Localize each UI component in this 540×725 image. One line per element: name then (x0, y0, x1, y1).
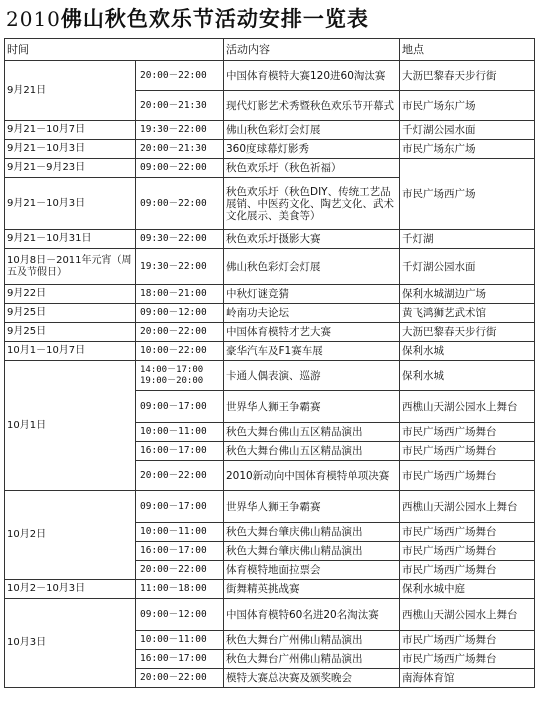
date-cell: 9月22日 (5, 285, 136, 304)
place-cell: 大沥巴黎春天步行街 (400, 323, 535, 342)
event-cell: 360度球幕灯影秀 (224, 140, 400, 159)
date-cell: 10月1日 (5, 361, 136, 491)
time-cell: 16:00－17:00 (136, 650, 224, 669)
place-cell: 西樵山天湖公园水上舞台 (400, 599, 535, 631)
date-cell: 10月3日 (5, 599, 136, 688)
table-row (5, 323, 535, 342)
date-cell: 9月25日 (5, 323, 136, 342)
table-row (5, 230, 535, 249)
event-cell: 卡通人偶表演、巡游 (224, 361, 400, 391)
event-cell: 秋色欢乐圩（秋色DIY、传统工艺品展销、中医药文化、陶艺文化、武术文化展示、美食等） (224, 178, 400, 230)
header-content: 活动内容 (224, 39, 400, 61)
time-cell: 11:00－18:00 (136, 580, 224, 599)
event-cell: 秋色大舞台广州佛山精品演出 (224, 631, 400, 650)
date-cell: 10月1－10月7日 (5, 342, 136, 361)
time-cell: 18:00－21:00 (136, 285, 224, 304)
place-cell: 千灯湖公园水面 (400, 249, 535, 285)
time-cell: 10:00－11:00 (136, 423, 224, 442)
table-row (5, 342, 535, 361)
place-cell: 市民广场西广场舞台 (400, 461, 535, 491)
time-cell: 10:00－11:00 (136, 523, 224, 542)
table-header-row (5, 39, 535, 61)
place-cell: 保利水城湖边广场 (400, 285, 535, 304)
time-cell: 09:00－17:00 (136, 391, 224, 423)
event-cell: 豪华汽车及F1赛车展 (224, 342, 400, 361)
event-cell: 体育模特地面拉票会 (224, 561, 400, 580)
event-cell: 模特大赛总决赛及颁奖晚会 (224, 669, 400, 688)
title-text: 佛山秋色欢乐节活动安排一览表 (60, 7, 369, 31)
header-location: 地点 (400, 39, 535, 61)
time-cell: 09:00－22:00 (136, 159, 224, 178)
table-row (5, 61, 535, 91)
time-cell: 09:00－22:00 (136, 178, 224, 230)
date-cell: 9月21－10月3日 (5, 178, 136, 230)
date-cell: 9月21日 (5, 61, 136, 121)
time-cell: 09:00－12:00 (136, 599, 224, 631)
place-cell: 市民广场东广场 (400, 140, 535, 159)
event-cell: 秋色大舞台佛山五区精品演出 (224, 442, 400, 461)
place-cell: 南海体育馆 (400, 669, 535, 688)
place-cell: 市民广场西广场舞台 (400, 442, 535, 461)
event-cell: 秋色大舞台佛山五区精品演出 (224, 423, 400, 442)
date-cell: 9月21－10月31日 (5, 230, 136, 249)
place-cell: 市民广场西广场舞台 (400, 650, 535, 669)
table-row (5, 491, 535, 523)
table-row (5, 580, 535, 599)
time-cell: 09:00－12:00 (136, 304, 224, 323)
time-cell: 20:00－22:00 (136, 561, 224, 580)
place-cell: 黄飞鸿狮艺武术馆 (400, 304, 535, 323)
event-cell: 现代灯影艺术秀暨秋色欢乐节开幕式 (224, 91, 400, 121)
time-cell: 19:30－22:00 (136, 249, 224, 285)
time-cell: 20:00－22:00 (136, 323, 224, 342)
event-cell: 岭南功夫论坛 (224, 304, 400, 323)
place-cell: 市民广场西广场 (400, 159, 535, 230)
event-cell: 世界华人狮王争霸赛 (224, 391, 400, 423)
event-cell: 世界华人狮王争霸赛 (224, 491, 400, 523)
time-cell: 14:00－17:00 19:00－20:00 (136, 361, 224, 391)
event-cell: 中秋灯谜竞猜 (224, 285, 400, 304)
time-cell: 16:00－17:00 (136, 442, 224, 461)
event-cell: 佛山秋色彩灯会灯展 (224, 249, 400, 285)
date-cell: 9月21－9月23日 (5, 159, 136, 178)
table-row (5, 599, 535, 631)
time-cell: 20:00－22:00 (136, 669, 224, 688)
event-cell: 街舞精英挑战赛 (224, 580, 400, 599)
date-cell: 9月21－10月3日 (5, 140, 136, 159)
table-row (5, 159, 535, 178)
time-cell: 20:00－22:00 (136, 61, 224, 91)
place-cell: 市民广场西广场舞台 (400, 631, 535, 650)
table-row (5, 304, 535, 323)
date-cell: 9月21－10月7日 (5, 121, 136, 140)
table-row (5, 140, 535, 159)
event-cell: 秋色欢乐圩（秋色祈福） (224, 159, 400, 178)
place-cell: 市民广场西广场舞台 (400, 561, 535, 580)
date-cell: 10月2－10月3日 (5, 580, 136, 599)
page-title (6, 2, 536, 36)
table-row (5, 361, 535, 391)
title-year: 2010 (6, 7, 61, 31)
time-cell: 09:00－17:00 (136, 491, 224, 523)
event-cell: 秋色大舞台肇庆佛山精品演出 (224, 523, 400, 542)
place-cell: 保利水城中庭 (400, 580, 535, 599)
place-cell: 千灯湖公园水面 (400, 121, 535, 140)
place-cell: 西樵山天湖公园水上舞台 (400, 491, 535, 523)
place-cell: 市民广场西广场舞台 (400, 423, 535, 442)
time-cell: 20:00－22:00 (136, 461, 224, 491)
schedule-table (4, 38, 535, 688)
place-cell: 市民广场西广场舞台 (400, 523, 535, 542)
event-cell: 2010新动向中国体育模特单项决赛 (224, 461, 400, 491)
event-cell: 中国体育模特才艺大赛 (224, 323, 400, 342)
event-cell: 中国体育模特大赛120进60淘汰赛 (224, 61, 400, 91)
table-row (5, 285, 535, 304)
place-cell: 保利水城 (400, 342, 535, 361)
time-cell: 10:00－11:00 (136, 631, 224, 650)
event-cell: 秋色大舞台广州佛山精品演出 (224, 650, 400, 669)
table-row (5, 121, 535, 140)
event-cell: 秋色欢乐圩摄影大赛 (224, 230, 400, 249)
place-cell: 大沥巴黎春天步行街 (400, 61, 535, 91)
place-cell: 市民广场西广场舞台 (400, 542, 535, 561)
event-cell: 秋色大舞台肇庆佛山精品演出 (224, 542, 400, 561)
time-cell: 10:00－22:00 (136, 342, 224, 361)
table-row (5, 249, 535, 285)
place-cell: 西樵山天湖公园水上舞台 (400, 391, 535, 423)
time-cell: 19:30－22:00 (136, 121, 224, 140)
place-cell: 保利水城 (400, 361, 535, 391)
time-cell: 16:00－17:00 (136, 542, 224, 561)
header-time: 时间 (5, 39, 224, 61)
place-cell: 市民广场东广场 (400, 91, 535, 121)
place-cell: 千灯湖 (400, 230, 535, 249)
event-cell: 佛山秋色彩灯会灯展 (224, 121, 400, 140)
time-cell: 20:00－21:30 (136, 140, 224, 159)
time-cell: 20:00－21:30 (136, 91, 224, 121)
date-cell: 10月2日 (5, 491, 136, 580)
date-cell: 10月8日－2011年元宵（周五及节假日） (5, 249, 136, 285)
date-cell: 9月25日 (5, 304, 136, 323)
time-cell: 09:30－22:00 (136, 230, 224, 249)
event-cell: 中国体育模特60名进20名淘汰赛 (224, 599, 400, 631)
